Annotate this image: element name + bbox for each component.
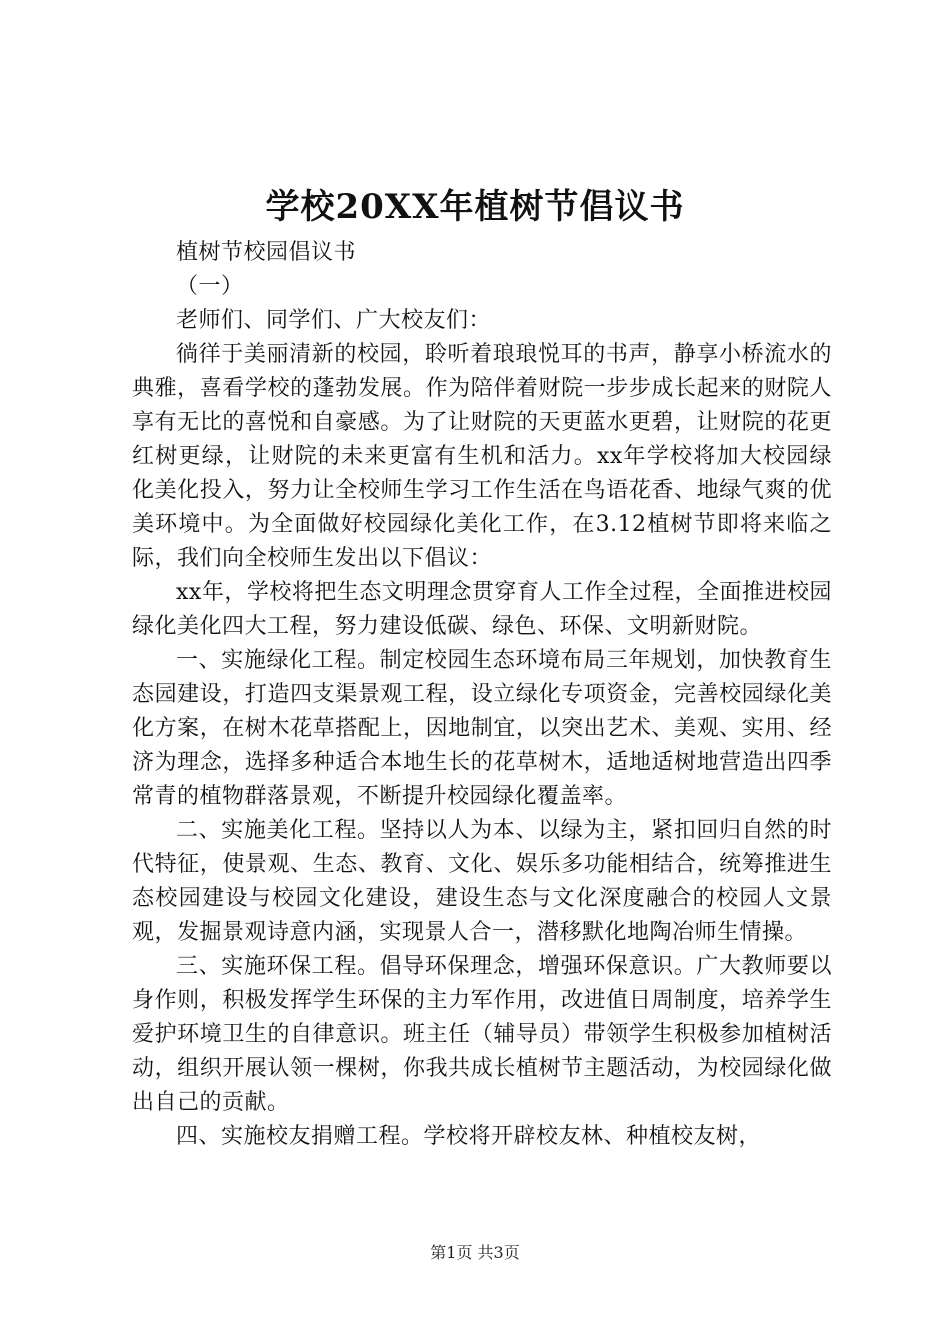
paragraph: 一、实施绿化工程。制定校园生态环境布局三年规划，加快教育生态园建设，打造四支渠景观工程，设立绿化专项资金，完善校园绿化美化方案，在树木花草搭配上，因地制宜，以突出艺术、美观、实用、经济为理念，选择多种适合本地生长的花草树木，适地适树地营造出四季常青的植物群落景观，不断提升校园绿化覆盖率。 bbox=[132, 648, 832, 809]
paragraph: 二、实施美化工程。坚持以人为本、以绿为主，紧扣回归自然的时代特征，使景观、生态、教育、文化、娱乐多功能相结合，统筹推进生态校园建设与校园文化建设，建设生态与文化深度融合的校园人文景观，发掘景观诗意内涵，实现景人合一，潜移默化地陶冶师生情操。 bbox=[132, 818, 832, 945]
document-body bbox=[132, 236, 832, 1154]
paragraph: 植树节校园倡议书 bbox=[176, 240, 357, 265]
paragraph: 徜徉于美丽清新的校园，聆听着琅琅悦耳的书声，静享小桥流水的典雅，喜看学校的蓬勃发展。作为陪伴着财院一步步成长起来的财院人享有无比的喜悦和自豪感。为了让财院的天更蓝水更碧，让财院的花更红树更绿，让财院的未来更富有生机和活力。xx年学校将加大校园绿化美化投入，努力让全校师生学习工作生活在鸟语花香、地绿气爽的优美环境中。为全面做好校园绿化美化工作，在3.12植树节即将来临之际，我们向全校师生发出以下倡议： bbox=[132, 342, 832, 571]
paragraph: 三、实施环保工程。倡导环保理念，增强环保意识。广大教师要以身作则，积极发挥学生环保的主力军作用，改进值日周制度，培养学生爱护环境卫生的自律意识。班主任（辅导员）带领学生积极参加植树活动，组织开展认领一棵树，你我共成长植树节主题活动，为校园绿化做出自己的贡献。 bbox=[132, 954, 832, 1115]
paragraph: xx年，学校将把生态文明理念贯穿育人工作全过程，全面推进校园绿化美化四大工程，努力建设低碳、绿色、环保、文明新财院。 bbox=[132, 580, 832, 639]
page-footer: 第1页 共3页 bbox=[430, 1243, 520, 1262]
document-title: 学校20XX年植树节倡议书 bbox=[265, 187, 685, 227]
paragraph: 四、实施校友捐赠工程。学校将开辟校友林、种植校友树， bbox=[176, 1124, 762, 1149]
paragraph: （一） bbox=[176, 274, 244, 299]
paragraph: 老师们、同学们、广大校友们： bbox=[176, 308, 492, 333]
